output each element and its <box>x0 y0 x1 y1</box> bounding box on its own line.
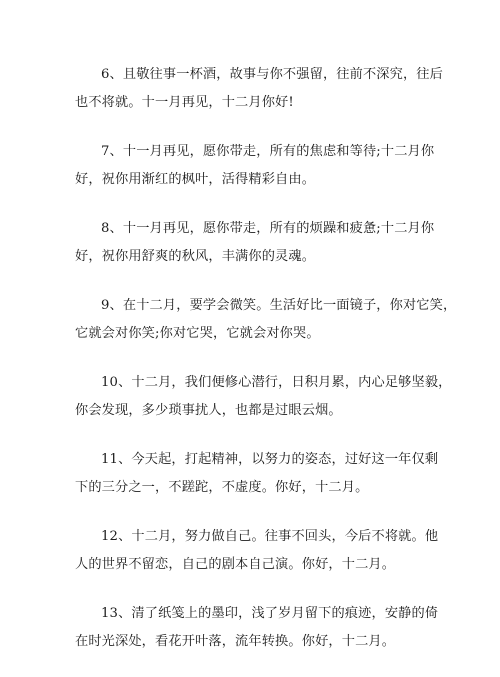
paragraph-line: 好，祝你用舒爽的秋风，丰满你的灵魂。 <box>75 249 316 264</box>
paragraph-9 <box>75 292 457 348</box>
paragraph-line: 12、十二月，努力做自己。往事不回头，今后不将就。他 <box>101 529 439 544</box>
paragraph-line: 下的三分之一，不蹉跎，不虚度。你好，十二月。 <box>75 480 369 495</box>
paragraph-line: 你会发现，多少琐事扰人，也都是过眼云烟。 <box>75 403 342 418</box>
paragraph-6 <box>75 61 443 117</box>
paragraph-line: 13、清了纸笺上的墨印，浅了岁月留下的痕迹，安静的倚 <box>101 606 439 621</box>
paragraph-line: 它就会对你笑;你对它哭，它就会对你哭。 <box>75 326 320 341</box>
document-body <box>75 61 457 677</box>
paragraph-line: 7、十一月再见，愿你带走，所有的焦虑和等待;十二月你 <box>101 144 435 159</box>
paragraph-line: 人的世界不留恋，自己的剧本自己演。你好，十二月。 <box>75 557 396 572</box>
paragraph-13 <box>75 600 439 656</box>
paragraph-line: 8、十一月再见，愿你带走，所有的烦躁和疲惫;十二月你 <box>101 221 435 236</box>
paragraph-8 <box>75 215 435 271</box>
paragraph-line: 11、今天起，打起精神，以努力的姿态，过好这一年仅剩 <box>101 452 439 467</box>
paragraph-11 <box>75 446 439 502</box>
paragraph-7 <box>75 138 435 194</box>
paragraph-line: 也不将就。十一月再见，十二月你好! <box>75 95 294 110</box>
paragraph-line: 在时光深处，看花开叶落，流年转换。你好，十二月。 <box>75 634 396 649</box>
paragraph-line: 10、十二月，我们便修心潜行，日积月累，内心足够坚毅， <box>101 375 452 390</box>
paragraph-10 <box>75 369 452 425</box>
paragraph-line: 好，祝你用渐红的枫叶，活得精彩自由。 <box>75 172 316 187</box>
paragraph-line: 6、且敬往事一杯酒，故事与你不强留，往前不深究，往后 <box>101 67 443 82</box>
paragraph-line: 9、在十二月，要学会微笑。生活好比一面镜子，你对它笑， <box>101 298 457 313</box>
paragraph-12 <box>75 523 439 579</box>
